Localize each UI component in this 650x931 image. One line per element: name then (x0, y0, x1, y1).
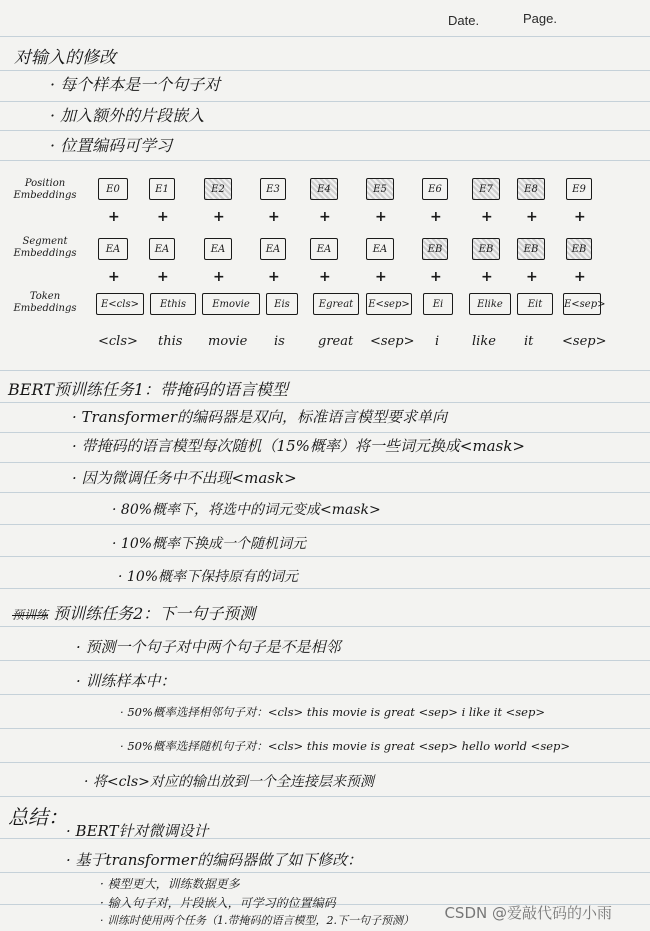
plus-sign: + (526, 209, 538, 225)
position-embedding-box-0: E0 (98, 178, 128, 200)
ruled-line (0, 556, 650, 557)
position-embedding-box-1: E1 (149, 178, 175, 200)
ruled-line (0, 524, 650, 525)
ruled-line (0, 36, 650, 37)
section3-sub-bullet: · 50%概率选择随机句子对：<cls> this movie is great <sep> hello world <sep> (120, 739, 571, 753)
plus-sign: + (213, 209, 225, 225)
section1-bullet: · 每个样本是一个句子对 (50, 75, 221, 94)
plus-sign: + (268, 269, 280, 285)
position-embeddings-label: Position Embeddings (13, 178, 77, 201)
position-embedding-box-4: E4 (310, 178, 338, 200)
ruled-line (0, 160, 650, 161)
ruled-line (0, 462, 650, 463)
segment-embedding-box-7: EB (472, 238, 500, 260)
input-token: like (472, 334, 496, 349)
plus-sign: + (157, 269, 169, 285)
token-embedding-box-0: E<cls> (96, 293, 144, 315)
section3-bullet: · 训练样本中： (76, 672, 176, 690)
plus-row (0, 270, 650, 284)
ruled-line (0, 796, 650, 797)
section3-title: 预训练 预训练任务2：下一句子预测 (12, 604, 256, 623)
ruled-line (0, 70, 650, 71)
section1-bullet: · 位置编码可学习 (50, 136, 173, 155)
segment-embedding-row (0, 238, 650, 260)
input-token: <sep> (370, 334, 415, 349)
segment-embedding-box-9: EB (566, 238, 592, 260)
token-embedding-row (0, 293, 650, 315)
input-token: is (274, 334, 285, 349)
section2-bullet: · Transformer的编码器是双向，标准语言模型要求单向 (72, 408, 448, 426)
plus-sign: + (574, 209, 586, 225)
ruled-line (0, 762, 650, 763)
ruled-line (0, 872, 650, 873)
position-embedding-box-2: E2 (204, 178, 232, 200)
plus-sign: + (481, 209, 493, 225)
section2-sub-bullet: · 10%概率下保持原有的词元 (118, 569, 299, 585)
plus-sign: + (319, 269, 331, 285)
ruled-line (0, 626, 650, 627)
segment-embedding-box-2: EA (204, 238, 232, 260)
plus-sign: + (268, 209, 280, 225)
section3-bullet: · 将<cls>对应的输出放到一个全连接层来预测 (84, 774, 374, 790)
plus-sign: + (375, 209, 387, 225)
position-embedding-box-9: E9 (566, 178, 592, 200)
token-embedding-box-2: Emovie (202, 293, 260, 315)
segment-embedding-box-0: EA (98, 238, 128, 260)
section2-bullet: · 带掩码的语言模型每次随机（15%概率）将一些词元换成<mask> (72, 437, 525, 455)
segment-embedding-box-8: EB (517, 238, 545, 260)
plus-row (0, 210, 650, 224)
summary-title: 总结： (8, 805, 68, 829)
token-embedding-box-5: E<sep> (366, 293, 412, 315)
input-token: i (435, 334, 440, 349)
position-embedding-row (0, 178, 650, 200)
ruled-line (0, 130, 650, 131)
token-embedding-box-7: Elike (469, 293, 511, 315)
token-embeddings-label: Token Embeddings (13, 291, 77, 314)
ruled-line (0, 588, 650, 589)
segment-embedding-box-3: EA (260, 238, 286, 260)
section3-bullet: · 预测一个句子对中两个句子是不是相邻 (76, 638, 341, 656)
position-embedding-box-3: E3 (260, 178, 286, 200)
plus-sign: + (481, 269, 493, 285)
summary-sub-bullet: · 输入句子对，片段嵌入，可学习的位置编码 (100, 896, 336, 910)
input-token: <cls> (98, 334, 138, 349)
segment-embedding-box-5: EA (366, 238, 394, 260)
ruled-line (0, 101, 650, 102)
token-embedding-box-6: Ei (423, 293, 453, 315)
ruled-line (0, 728, 650, 729)
token-embedding-box-3: Eis (266, 293, 298, 315)
ruled-line (0, 660, 650, 661)
plus-sign: + (213, 269, 225, 285)
plus-sign: + (574, 269, 586, 285)
section2-title: BERT预训练任务1：带掩码的语言模型 (8, 380, 289, 399)
ruled-line (0, 370, 650, 371)
token-embedding-box-4: Egreat (313, 293, 359, 315)
page-label: Page. (523, 11, 557, 26)
section1-title: 对输入的修改 (14, 48, 116, 68)
segment-embedding-box-1: EA (149, 238, 175, 260)
position-embedding-box-8: E8 (517, 178, 545, 200)
plus-sign: + (526, 269, 538, 285)
position-embedding-box-7: E7 (472, 178, 500, 200)
segment-embedding-box-6: EB (422, 238, 448, 260)
plus-sign: + (157, 209, 169, 225)
plus-sign: + (108, 209, 120, 225)
input-token-row (0, 334, 650, 356)
segment-embeddings-label: Segment Embeddings (13, 236, 77, 259)
position-embedding-box-5: E5 (366, 178, 394, 200)
plus-sign: + (375, 269, 387, 285)
section2-sub-bullet: · 10%概率下换成一个随机词元 (112, 536, 307, 552)
plus-sign: + (430, 269, 442, 285)
plus-sign: + (108, 269, 120, 285)
token-embedding-box-8: Eit (517, 293, 553, 315)
plus-sign: + (319, 209, 331, 225)
section2-bullet: · 因为微调任务中不出现<mask> (72, 469, 297, 487)
ruled-line (0, 694, 650, 695)
plus-sign: + (430, 209, 442, 225)
summary-bullet: · 基于transformer的编码器做了如下修改： (66, 851, 363, 869)
input-token: great (318, 334, 354, 349)
position-embedding-box-6: E6 (422, 178, 448, 200)
token-embedding-box-9: E<sep> (563, 293, 601, 315)
summary-sub-bullet: · 训练时使用两个任务（1.带掩码的语言模型，2.下一句子预测） (100, 914, 414, 927)
csdn-watermark: CSDN @爱敲代码的小雨 (444, 904, 612, 922)
section2-sub-bullet: · 80%概率下，将选中的词元变成<mask> (112, 502, 381, 518)
input-token: it (524, 334, 534, 349)
segment-embedding-box-4: EA (310, 238, 338, 260)
summary-sub-bullet: · 模型更大，训练数据更多 (100, 877, 240, 891)
input-token: this (158, 334, 183, 349)
date-label: Date. (448, 13, 480, 28)
input-token: <sep> (562, 334, 607, 349)
summary-bullet: · BERT针对微调设计 (66, 822, 209, 840)
input-token: movie (208, 334, 248, 349)
ruled-line (0, 402, 650, 403)
token-embedding-box-1: Ethis (150, 293, 196, 315)
ruled-line (0, 432, 650, 433)
section3-sub-bullet: · 50%概率选择相邻句子对：<cls> this movie is great <sep> i like it <sep> (120, 705, 545, 719)
section1-bullet: · 加入额外的片段嵌入 (50, 106, 205, 125)
ruled-line (0, 492, 650, 493)
